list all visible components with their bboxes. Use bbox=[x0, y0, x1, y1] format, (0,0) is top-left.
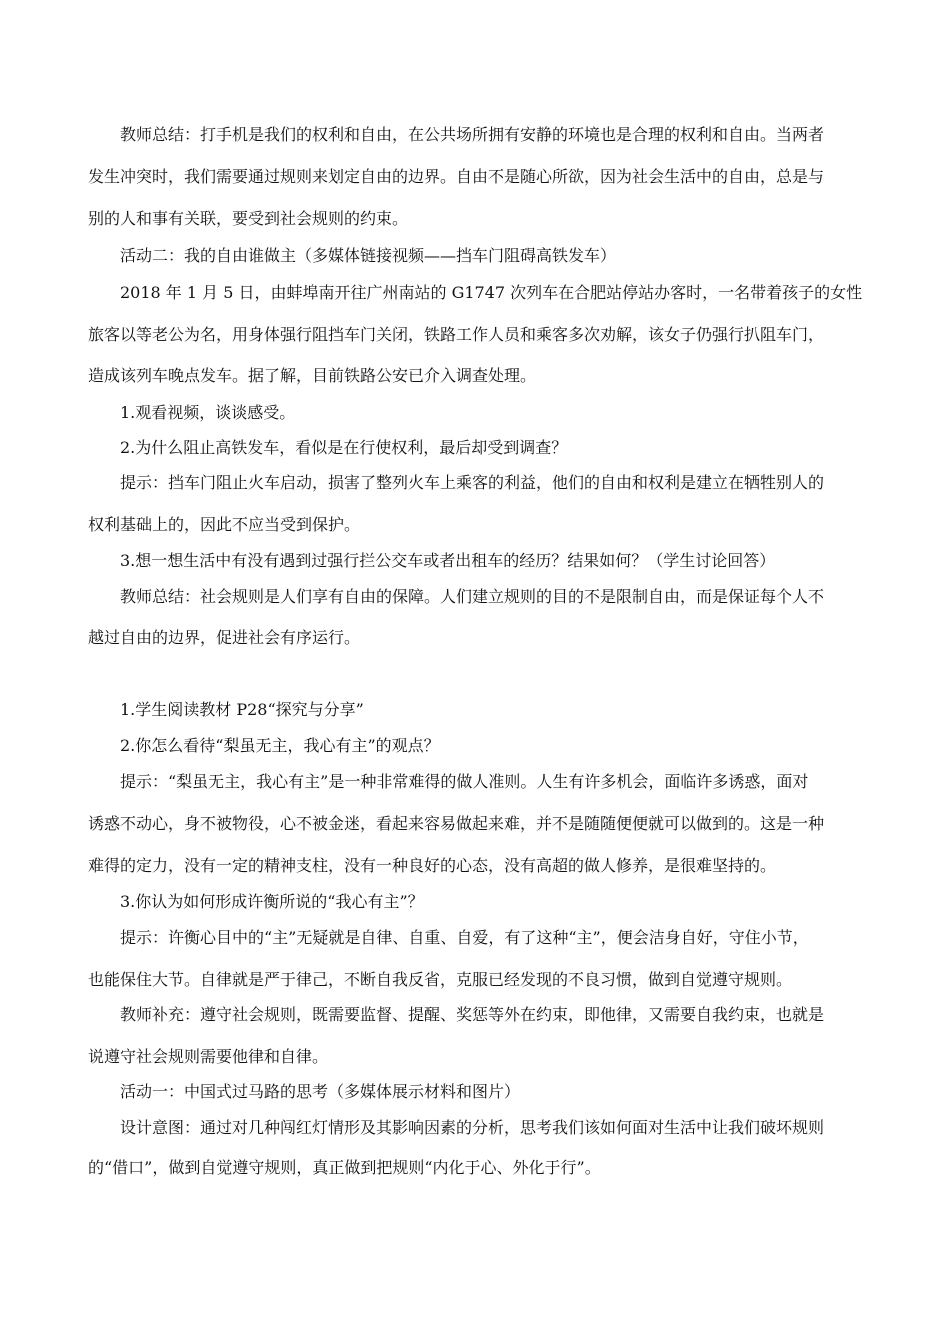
paragraph-line: 发生冲突时，我们需要通过规则来划定自由的边界。自由不是随心所欲，因为社会生活中的自由，总是与 bbox=[88, 167, 825, 186]
paragraph-line: 越过自由的边界，促进社会有序运行。 bbox=[88, 628, 361, 647]
activity-heading: 活动一：中国式过马路的思考（多媒体展示材料和图片） bbox=[120, 1082, 521, 1101]
paragraph-line: 旅客以等老公为名，用身体强行阻挡车门关闭，铁路工作人员和乘客多次劝解，该女子仍强行扒阻车门， bbox=[88, 325, 825, 344]
paragraph-line: 说遵守社会规则需要他律和自律。 bbox=[88, 1047, 329, 1066]
paragraph-line: 诱惑不动心，身不被物役，心不被金迷，看起来容易做起来难，并不是随随便便就可以做到的。这是一种 bbox=[88, 814, 825, 833]
list-item: 3.你认为如何形成许衡所说的“我心有主”？ bbox=[120, 892, 424, 911]
list-item: 1.学生阅读教材 P28“探究与分享” bbox=[120, 700, 364, 719]
list-item: 1.观看视频，谈谈感受。 bbox=[120, 403, 296, 422]
paragraph-line: 提示：“梨虽无主，我心有主”是一种非常难得的做人准则。人生有许多机会，面临许多诱惑，面对 bbox=[120, 772, 809, 791]
paragraph-line: 难得的定力，没有一定的精神支柱，没有一种良好的心态，没有高超的做人修养，是很难坚持的。 bbox=[88, 856, 777, 875]
paragraph-line: 提示：挡车门阻止火车启动，损害了整列火车上乘客的利益，他们的自由和权利是建立在牺牲别人的 bbox=[120, 473, 825, 492]
paragraph-line: 造成该列车晚点发车。据了解，目前铁路公安已介入调查处理。 bbox=[88, 366, 537, 385]
paragraph-line: 教师总结：打手机是我们的权利和自由，在公共场所拥有安静的环境也是合理的权利和自由。当两者 bbox=[120, 125, 825, 144]
paragraph-line: 教师总结：社会规则是人们享有自由的保障。人们建立规则的目的不是限制自由，而是保证每个人不 bbox=[120, 587, 825, 606]
paragraph-line: 也能保住大节。自律就是严于律己，不断自我反省，克服已经发现的不良习惯，做到自觉遵守规则。 bbox=[88, 970, 793, 989]
paragraph-line: 别的人和事有关联，要受到社会规则的约束。 bbox=[88, 209, 409, 228]
paragraph-line: 设计意图：通过对几种闯红灯情形及其影响因素的分析，思考我们该如何面对生活中让我们破坏规则 bbox=[120, 1118, 825, 1137]
list-item: 2.你怎么看待“梨虽无主，我心有主”的观点？ bbox=[120, 736, 440, 755]
activity-heading: 活动二：我的自由谁做主（多媒体链接视频——挡车门阻碍高铁发车） bbox=[120, 246, 617, 265]
paragraph-line: 教师补充：遵守社会规则，既需要监督、提醒、奖惩等外在约束，即他律，又需要自我约束，也就是 bbox=[120, 1005, 825, 1024]
paragraph-line: 权利基础上的，因此不应当受到保护。 bbox=[88, 515, 361, 534]
list-item: 3.想一想生活中有没有遇到过强行拦公交车或者出租车的经历？结果如何？（学生讨论回答） bbox=[120, 551, 776, 570]
paragraph-line: 的“借口”，做到自觉遵守规则，真正做到把规则“内化于心、外化于行”。 bbox=[88, 1158, 601, 1177]
paragraph-line: 提示：许衡心目中的“主”无疑就是自律、自重、自爱，有了这种“主”，便会洁身自好，守住小节， bbox=[120, 928, 809, 947]
list-item: 2.为什么阻止高铁发车，看似是在行使权利，最后却受到调查？ bbox=[120, 438, 568, 457]
paragraph-line: 2018 年 1 月 5 日，由蚌埠南开往广州南站的 G1747 次列车在合肥站停站办客时，一名带着孩子的女性 bbox=[120, 283, 863, 302]
